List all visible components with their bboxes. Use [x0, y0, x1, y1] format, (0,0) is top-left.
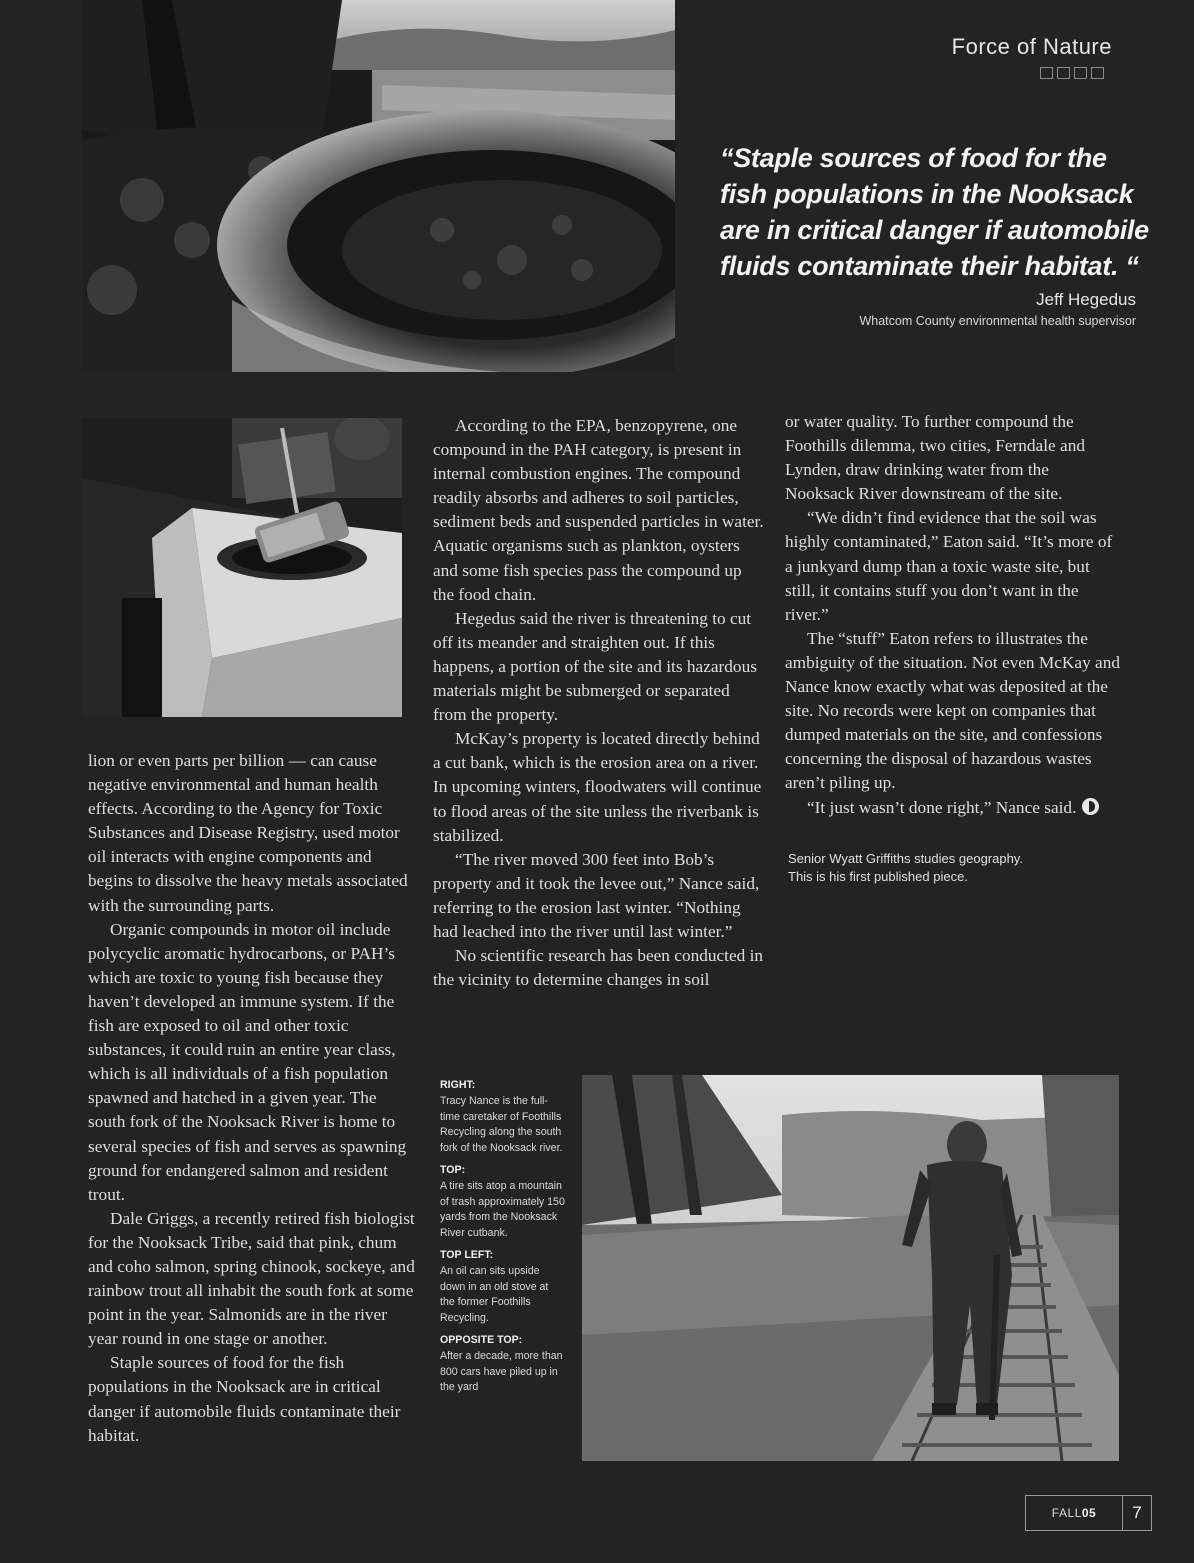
marker-box [1074, 67, 1087, 79]
caption-text: Tracy Nance is the full-time caretaker of Foothills Recycling along the south fork of the Nooksack river. [440, 1094, 563, 1155]
caption-heading: TOP LEFT: [440, 1248, 494, 1261]
author-bio [788, 850, 1078, 886]
paragraph: Organic compounds in motor oil include polycyclic aromatic hydrocarbons, or PAH’s which are toxic to young fish because they haven’t developed an immune system. If the fish are exposed to oil and other toxic substances, it could ruin an entire year class, which is all individuals of a fish population spawned and hatched in a given year. The south fork of the Nooksack River is home to several species of fish and serves as spawning ground for endangered salmon and resident trout. [88, 919, 407, 1204]
caption-text: A tire sits atop a mountain of trash approximately 150 yards from the Nooksack River cutbank. [440, 1179, 565, 1240]
quote-author: Jeff Hegedus [1036, 290, 1136, 309]
marker-box [1040, 67, 1053, 79]
paragraph: The “stuff” Eaton refers to illustrates the ambiguity of the situation. Not even McKay and Nance know exactly what was deposited at the site. No records were kept on companies that dumped materials on the site, and confessions concerning the disposal of hazardous wastes aren’t piling up. [785, 628, 1120, 793]
caption-heading: OPPOSITE TOP: [440, 1333, 523, 1346]
paragraph: Hegedus said the river is threatening to cut off its meander and straighten out. If this happens, a portion of the site and its hazardous materials might be submerged or separated from the property. [433, 608, 757, 725]
paragraph: or water quality. To further compound the Foothills dilemma, two cities, Ferndale and Lynden, draw drinking water from the Nooksack River downstream of the site. [785, 412, 1085, 504]
paragraph: No scientific research has been conducted in the vicinity to determine changes in soil [433, 946, 764, 990]
photo-caretaker-railroad [582, 1075, 1119, 1461]
section-marker-boxes [1040, 67, 1104, 79]
paragraph: Dale Griggs, a recently retired fish biologist for the Nooksack Tribe, said that pink, chum and coho salmon, spring chinook, sockeye, and rainbow trout all inhabit the south fork at some point in the year. Salmonids are in the river year round in one stage or another. [88, 1208, 415, 1349]
caption-opposite-top [440, 1333, 565, 1396]
paragraph [785, 796, 1120, 820]
article-column-2 [433, 414, 765, 992]
section-title: Force of Nature [951, 34, 1112, 59]
caption-heading: RIGHT: [440, 1079, 476, 1091]
photo-captions [440, 1078, 565, 1402]
photo-oil-can-stove [82, 418, 402, 717]
quote-author-role: Whatcom County environmental health supervisor [859, 314, 1136, 328]
marker-box [1057, 67, 1070, 79]
bio-line: Senior Wyatt Griffiths studies geography. [788, 851, 1023, 866]
page-folio [1025, 1495, 1152, 1531]
paragraph: lion or even parts per billion — can cause negative environmental and human health effects. According to the Agency for Toxic Substances and Disease Registry, used motor oil interacts with engine components and begins to dissolve the heavy metals associated with the surrounding parts. [88, 751, 408, 915]
page-number: 7 [1132, 1503, 1142, 1522]
caption-text: After a decade, more than 800 cars have piled up in the yard [440, 1349, 563, 1394]
bio-line: This is his first published piece. [788, 869, 968, 884]
end-of-article-icon [1082, 798, 1099, 815]
article-column-3 [785, 410, 1120, 820]
paragraph: “The river moved 300 feet into Bob’s property and it took the levee out,” Nance said, referring to the erosion last winter. “Nothing had leached into the river until last winter.” [433, 849, 760, 941]
issue-year: 05 [1081, 1506, 1097, 1520]
paragraph: Staple sources of food for the fish populations in the Nooksack are in critical danger if automobile fluids contaminate their habitat. [88, 1353, 401, 1445]
paragraph: According to the EPA, benzopyrene, one compound in the PAH category, is present in internal combustion engines. The compound readily absorbs and adheres to soil particles, sediment beds and suspended particles in water. Aquatic organisms such as plankton, oysters and some fish species pass the compound up the food chain. [433, 416, 764, 604]
closing-quote: “It just wasn’t done right,” Nance said. [807, 797, 1077, 817]
caption-top-left [440, 1248, 565, 1327]
article-column-1 [88, 749, 418, 1448]
pull-quote: “Staple sources of food for the fish populations in the Nooksack are in critical danger if automobile fluids contaminate their habitat. “ [720, 143, 1149, 281]
issue-label [1026, 1496, 1123, 1530]
caption-right [440, 1078, 565, 1157]
caption-text: An oil can sits upside down in an old stove at the former Foothills Recycling. [440, 1264, 549, 1325]
photo-tire-trash-pile [82, 0, 675, 372]
caption-heading: TOP: [440, 1163, 466, 1176]
issue-season: FALL [1051, 1506, 1082, 1520]
marker-box [1091, 67, 1104, 79]
paragraph: “We didn’t find evidence that the soil was highly contaminated,” Eaton said. “It’s more of a junkyard dump than a toxic waste site, but still, it contains stuff you don’t want in the river.” [785, 508, 1113, 624]
caption-top [440, 1163, 565, 1242]
paragraph: McKay’s property is located directly behind a cut bank, which is the erosion area on a river. In upcoming winters, floodwaters will continue to flood areas of the site unless the riverbank is stabilized. [433, 729, 762, 845]
